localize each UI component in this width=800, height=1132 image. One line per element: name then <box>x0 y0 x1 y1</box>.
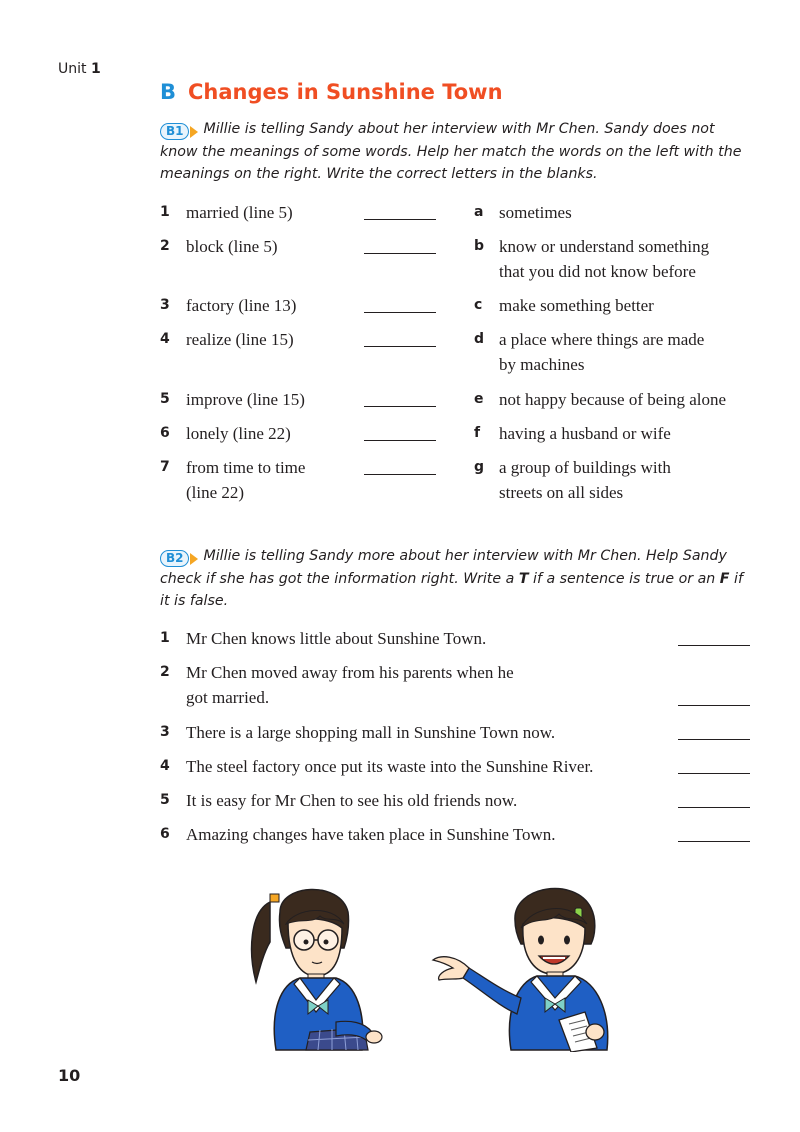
meaning-letter: d <box>474 331 485 347</box>
answer-blank[interactable] <box>364 253 436 254</box>
play-arrow-icon <box>190 126 198 138</box>
word-text: from time to time <box>186 458 306 477</box>
statement-number: 5 <box>160 792 170 808</box>
b2-instructions <box>160 545 750 613</box>
word-number: 5 <box>160 391 170 407</box>
statement-text: Mr Chen moved away from his parents when he <box>186 663 514 682</box>
word-number: 4 <box>160 331 170 347</box>
false-letter: F <box>719 570 730 587</box>
meaning-text: a place where things are made <box>499 330 705 349</box>
meaning-text-cont: by machines <box>499 355 585 374</box>
meaning-text: make something better <box>499 296 654 315</box>
word-text: married (line 5) <box>186 203 293 222</box>
answer-blank[interactable] <box>678 773 750 774</box>
answer-blank[interactable] <box>678 841 750 842</box>
meaning-text: not happy because of being alone <box>499 390 727 409</box>
word-number: 6 <box>160 425 170 441</box>
answer-blank[interactable] <box>364 440 436 441</box>
word-number: 1 <box>160 204 170 220</box>
meaning-letter: a <box>474 204 484 220</box>
answer-blank[interactable] <box>364 474 436 475</box>
meaning-text: having a husband or wife <box>499 424 671 443</box>
section-title-text: Changes in Sunshine Town <box>188 80 503 104</box>
answer-blank[interactable] <box>678 645 750 646</box>
answer-blank[interactable] <box>364 346 436 347</box>
section-title <box>160 80 503 104</box>
b1-instructions <box>160 118 750 186</box>
meaning-letter: g <box>474 459 485 475</box>
meaning-letter: b <box>474 238 485 254</box>
meaning-text: know or understand something <box>499 237 710 256</box>
word-number: 2 <box>160 238 170 254</box>
statement-number: 3 <box>160 724 170 740</box>
answer-blank[interactable] <box>678 739 750 740</box>
meaning-text-cont: streets on all sides <box>499 483 624 502</box>
word-text: block (line 5) <box>186 237 278 256</box>
millie-illustration <box>425 872 635 1052</box>
answer-blank[interactable] <box>364 219 436 220</box>
b2-instruction-part3: if it is false. <box>160 570 743 609</box>
b2-instruction-part1: Millie is telling Sandy more about her interview with Mr Chen. Help Sandy check if she has got the information right. Write a <box>160 548 727 587</box>
play-arrow-icon <box>190 553 198 565</box>
b1-instruction-text: Millie is telling Sandy about her interview with Mr Chen. Sandy does not know the meanings of some words. Help her match the words on the left with the meanings on the right. Write the correct letters in the blanks. <box>160 121 742 182</box>
sandy-illustration <box>240 872 400 1052</box>
b1-badge <box>160 123 198 140</box>
word-text-cont: (line 22) <box>186 483 245 502</box>
page-number: 10 <box>58 1066 81 1085</box>
b1-badge-label: B1 <box>160 123 189 140</box>
word-text: improve (line 15) <box>186 390 305 409</box>
meaning-text-cont: that you did not know before <box>499 262 696 281</box>
statement-text: Amazing changes have taken place in Sunshine Town. <box>186 825 556 844</box>
section-letter: B <box>160 80 177 104</box>
b2-instruction-part2: if a sentence is true or an <box>528 570 720 587</box>
answer-blank[interactable] <box>678 807 750 808</box>
word-text: realize (line 15) <box>186 330 294 349</box>
statement-text: There is a large shopping mall in Sunshine Town now. <box>186 723 556 742</box>
word-text: lonely (line 22) <box>186 424 291 443</box>
unit-word: Unit <box>58 61 87 77</box>
word-number: 7 <box>160 459 170 475</box>
unit-number: 1 <box>90 61 101 77</box>
statement-text: Mr Chen knows little about Sunshine Town. <box>186 629 487 648</box>
meaning-text: sometimes <box>499 203 572 222</box>
meaning-letter: c <box>474 297 483 313</box>
word-text: factory (line 13) <box>186 296 297 315</box>
statement-text: It is easy for Mr Chen to see his old friends now. <box>186 791 518 810</box>
statement-number: 1 <box>160 630 170 646</box>
word-number: 3 <box>160 297 170 313</box>
answer-blank[interactable] <box>678 705 750 706</box>
statement-number: 4 <box>160 758 170 774</box>
statement-text-cont: got married. <box>186 688 270 707</box>
meaning-letter: f <box>474 425 481 441</box>
answer-blank[interactable] <box>364 406 436 407</box>
unit-label <box>58 61 101 77</box>
b2-badge-label: B2 <box>160 550 189 567</box>
statement-number: 6 <box>160 826 170 842</box>
b2-badge <box>160 550 198 567</box>
true-letter: T <box>518 570 529 587</box>
meaning-letter: e <box>474 391 484 407</box>
statement-number: 2 <box>160 664 170 680</box>
answer-blank[interactable] <box>364 312 436 313</box>
meaning-text: a group of buildings with <box>499 458 671 477</box>
statement-text: The steel factory once put its waste into the Sunshine River. <box>186 757 594 776</box>
